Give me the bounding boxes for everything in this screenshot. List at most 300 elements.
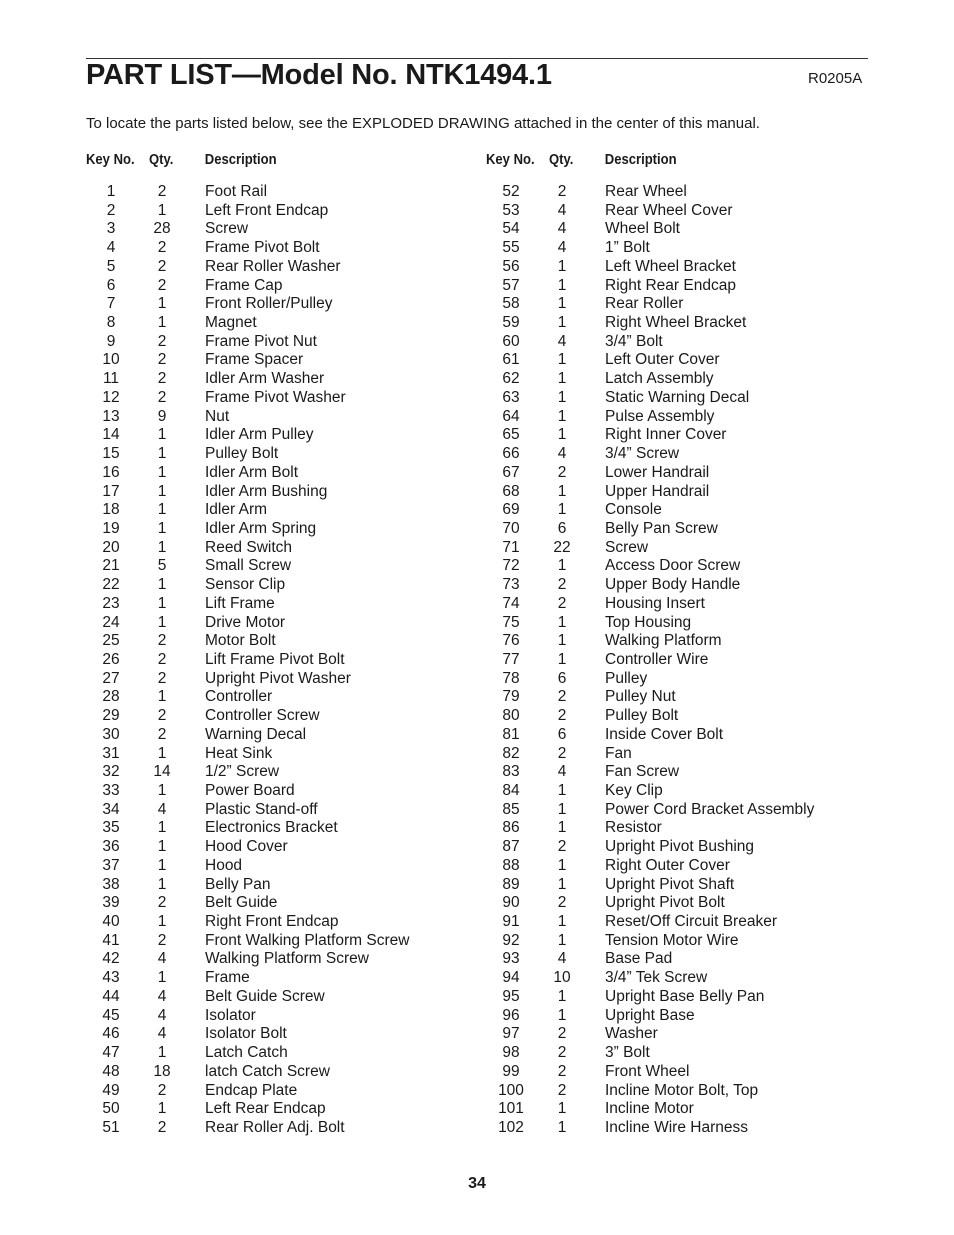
part-description: Lift Frame Pivot Bolt xyxy=(205,650,345,668)
part-quantity: 4 xyxy=(557,763,567,781)
part-quantity: 10 xyxy=(553,969,571,987)
part-description: Magnet xyxy=(205,314,257,332)
part-quantity: 6 xyxy=(557,519,567,537)
part-description: Right Inner Cover xyxy=(605,426,727,444)
part-description: Left Rear Endcap xyxy=(205,1100,326,1118)
part-description: Pulley xyxy=(605,669,648,687)
part-description: Controller Wire xyxy=(605,650,709,668)
part-description: Upright Base Belly Pan xyxy=(605,987,765,1005)
part-key-number: 55 xyxy=(502,239,520,257)
part-key-number: 73 xyxy=(502,576,520,594)
part-key-number: 98 xyxy=(502,1044,520,1062)
part-quantity: 1 xyxy=(557,819,567,837)
part-quantity: 1 xyxy=(157,913,167,931)
part-key-number: 100 xyxy=(498,1081,524,1099)
part-key-number: 70 xyxy=(502,519,520,537)
part-quantity: 6 xyxy=(557,725,567,743)
part-key-number: 77 xyxy=(502,650,520,668)
part-description: Housing Insert xyxy=(605,594,705,612)
description-header: Description xyxy=(604,152,677,168)
part-quantity: 1 xyxy=(157,856,167,874)
part-quantity: 1 xyxy=(557,875,567,893)
part-quantity: 1 xyxy=(157,463,167,481)
part-description: Idler Arm xyxy=(205,501,268,519)
part-quantity: 2 xyxy=(157,931,167,949)
part-description: 1/2” Screw xyxy=(205,763,280,781)
part-description: Idler Arm Bushing xyxy=(205,482,328,500)
part-quantity: 1 xyxy=(557,782,567,799)
part-description: Walking Platform Screw xyxy=(205,950,369,968)
description-header: Description xyxy=(204,152,277,168)
part-description: Front Wheel xyxy=(605,1062,690,1080)
part-quantity: 28 xyxy=(153,220,171,238)
part-key-number: 58 xyxy=(502,295,520,313)
part-key-number: 59 xyxy=(502,314,520,332)
part-description: Key Clip xyxy=(605,782,663,799)
part-key-number: 32 xyxy=(102,763,120,781)
part-key-number: 67 xyxy=(502,463,520,481)
part-description: Hood xyxy=(205,856,243,874)
part-key-number: 29 xyxy=(102,707,120,725)
part-description: Washer xyxy=(605,1025,658,1043)
part-description: latch Catch Screw xyxy=(205,1062,330,1080)
part-quantity: 1 xyxy=(557,613,567,631)
part-key-number: 45 xyxy=(102,1006,120,1024)
part-key-number: 26 xyxy=(102,650,120,668)
part-key-number: 93 xyxy=(502,950,520,968)
part-description: Right Front Endcap xyxy=(205,913,339,931)
part-description: Electronics Bracket xyxy=(205,819,338,837)
part-description: Isolator Bolt xyxy=(205,1025,287,1043)
part-quantity: 2 xyxy=(557,688,567,706)
part-description: Controller xyxy=(205,688,273,706)
part-key-number: 23 xyxy=(102,594,120,612)
part-quantity: 1 xyxy=(557,913,567,931)
part-description: Fan xyxy=(605,744,632,762)
part-quantity: 1 xyxy=(157,969,167,987)
part-quantity: 5 xyxy=(157,557,167,575)
part-description: Right Wheel Bracket xyxy=(605,314,747,332)
part-key-number: 101 xyxy=(498,1100,524,1118)
part-quantity: 2 xyxy=(157,725,167,743)
part-quantity: 4 xyxy=(557,201,567,219)
part-description: Left Wheel Bracket xyxy=(605,257,736,275)
part-key-number: 96 xyxy=(502,1006,520,1024)
part-description: Latch Assembly xyxy=(605,370,714,388)
part-key-number: 46 xyxy=(102,1025,120,1043)
part-quantity: 2 xyxy=(557,576,567,594)
part-description: Lift Frame xyxy=(205,594,275,612)
part-quantity: 4 xyxy=(157,950,167,968)
part-description: Nut xyxy=(205,407,230,425)
part-quantity: 4 xyxy=(557,220,567,238)
part-key-number: 65 xyxy=(502,426,520,444)
part-description: Rear Roller xyxy=(605,295,684,313)
part-description: Belly Pan Screw xyxy=(605,519,718,537)
part-key-number: 90 xyxy=(502,894,520,912)
part-key-number: 10 xyxy=(102,351,120,369)
part-description: Upper Body Handle xyxy=(605,576,741,594)
part-quantity: 1 xyxy=(557,426,567,444)
part-description: Pulse Assembly xyxy=(605,407,715,425)
part-quantity: 1 xyxy=(557,351,567,369)
part-quantity: 1 xyxy=(557,257,567,275)
part-description: Belt Guide Screw xyxy=(205,987,325,1005)
part-quantity: 2 xyxy=(157,351,167,369)
part-key-number: 2 xyxy=(106,201,116,219)
part-key-number: 22 xyxy=(102,576,120,594)
part-key-number: 71 xyxy=(502,538,520,556)
part-key-number: 41 xyxy=(102,931,120,949)
part-description: 3” Bolt xyxy=(605,1044,650,1062)
part-key-number: 35 xyxy=(102,819,120,837)
part-quantity: 2 xyxy=(157,632,167,650)
part-key-number: 4 xyxy=(106,239,116,257)
part-key-number: 3 xyxy=(106,220,116,238)
part-key-number: 95 xyxy=(502,987,520,1005)
part-description: Motor Bolt xyxy=(205,632,276,650)
part-quantity: 1 xyxy=(157,594,167,612)
part-quantity: 2 xyxy=(157,1118,167,1136)
part-quantity: 1 xyxy=(557,407,567,425)
part-key-number: 68 xyxy=(502,482,520,500)
part-key-number: 80 xyxy=(502,707,520,725)
part-key-number: 50 xyxy=(102,1100,120,1118)
part-description: Controller Screw xyxy=(205,707,320,725)
part-key-number: 56 xyxy=(502,257,520,275)
part-key-number: 37 xyxy=(102,856,120,874)
part-quantity: 1 xyxy=(157,819,167,837)
part-quantity: 1 xyxy=(557,388,567,406)
part-quantity: 2 xyxy=(157,276,167,294)
part-key-number: 44 xyxy=(102,987,120,1005)
part-quantity: 2 xyxy=(157,257,167,275)
part-quantity: 1 xyxy=(157,838,167,856)
part-quantity: 2 xyxy=(157,669,167,687)
part-quantity: 22 xyxy=(553,538,571,556)
part-quantity: 2 xyxy=(557,1062,567,1080)
part-description: Endcap Plate xyxy=(205,1081,298,1099)
part-key-number: 91 xyxy=(502,913,520,931)
part-description: Left Outer Cover xyxy=(605,351,720,369)
part-quantity: 1 xyxy=(557,314,567,332)
part-description: Upright Base xyxy=(605,1006,695,1024)
part-description: Foot Rail xyxy=(205,183,268,200)
part-quantity: 1 xyxy=(557,931,567,949)
part-description: Walking Platform xyxy=(605,632,722,650)
part-quantity: 4 xyxy=(157,1006,167,1024)
part-quantity: 4 xyxy=(557,950,567,968)
part-key-number: 61 xyxy=(502,351,520,369)
part-description: Static Warning Decal xyxy=(605,388,750,406)
part-description: Pulley Bolt xyxy=(605,707,679,725)
part-key-number: 75 xyxy=(502,613,520,631)
part-description: Console xyxy=(605,501,662,519)
part-quantity: 1 xyxy=(557,987,567,1005)
qty-header: Qty. xyxy=(549,152,574,168)
part-key-number: 7 xyxy=(106,295,116,313)
part-quantity: 2 xyxy=(157,650,167,668)
part-key-number: 94 xyxy=(502,969,520,987)
part-key-number: 39 xyxy=(102,894,120,912)
part-key-number: 42 xyxy=(102,950,120,968)
part-quantity: 1 xyxy=(157,314,167,332)
part-description: Warning Decal xyxy=(205,725,307,743)
part-quantity: 1 xyxy=(557,1118,567,1136)
part-description: Upright Pivot Bolt xyxy=(605,894,725,912)
part-key-number: 48 xyxy=(102,1062,120,1080)
part-key-number: 18 xyxy=(102,501,120,519)
part-quantity: 4 xyxy=(557,332,567,350)
part-key-number: 97 xyxy=(502,1025,520,1043)
part-key-number: 89 xyxy=(502,875,520,893)
part-quantity: 2 xyxy=(557,183,567,200)
part-quantity: 2 xyxy=(557,838,567,856)
part-key-number: 43 xyxy=(102,969,120,987)
part-description: 3/4” Bolt xyxy=(605,332,663,350)
part-description: Resistor xyxy=(605,819,662,837)
part-description: Pulley Bolt xyxy=(205,445,279,463)
part-description: Latch Catch xyxy=(205,1044,288,1062)
part-quantity: 2 xyxy=(557,1044,567,1062)
part-quantity: 1 xyxy=(157,445,167,463)
part-key-number: 15 xyxy=(102,445,120,463)
part-description: Lower Handrail xyxy=(605,463,710,481)
part-description: Pulley Nut xyxy=(605,688,676,706)
part-description: Upright Pivot Bushing xyxy=(605,838,755,856)
part-key-number: 13 xyxy=(102,407,120,425)
part-quantity: 1 xyxy=(157,1044,167,1062)
part-key-number: 74 xyxy=(502,594,520,612)
part-key-number: 21 xyxy=(102,557,120,575)
document-code: R0205A xyxy=(808,70,863,87)
part-key-number: 6 xyxy=(106,276,116,294)
part-key-number: 60 xyxy=(502,332,520,350)
part-key-number: 54 xyxy=(502,220,520,238)
part-quantity: 2 xyxy=(157,894,167,912)
part-quantity: 4 xyxy=(557,239,567,257)
part-description: Frame Pivot Washer xyxy=(205,388,346,406)
part-key-number: 76 xyxy=(502,632,520,650)
part-quantity: 2 xyxy=(557,1025,567,1043)
part-quantity: 1 xyxy=(157,295,167,313)
part-quantity: 1 xyxy=(557,856,567,874)
part-quantity: 1 xyxy=(557,557,567,575)
part-key-number: 14 xyxy=(102,426,120,444)
part-description: Reset/Off Circuit Breaker xyxy=(605,913,777,931)
part-quantity: 1 xyxy=(157,576,167,594)
part-quantity: 1 xyxy=(157,501,167,519)
part-description: Screw xyxy=(605,538,649,556)
part-quantity: 2 xyxy=(157,707,167,725)
part-description: Upper Handrail xyxy=(605,482,710,500)
page-title: PART LIST—Model No. NTK1494.1 xyxy=(86,59,552,91)
part-quantity: 2 xyxy=(557,744,567,762)
part-quantity: 1 xyxy=(557,482,567,500)
part-description: 3/4” Tek Screw xyxy=(605,969,708,987)
intro-text: To locate the parts listed below, see the EXPLODED DRAWING attached in the center of this manual. xyxy=(86,115,760,132)
part-quantity: 1 xyxy=(157,426,167,444)
part-key-number: 28 xyxy=(102,688,120,706)
part-key-number: 49 xyxy=(102,1081,120,1099)
part-key-number: 92 xyxy=(502,931,520,949)
part-quantity: 1 xyxy=(557,295,567,313)
part-quantity: 2 xyxy=(157,239,167,257)
part-description: Left Front Endcap xyxy=(205,201,329,219)
part-key-number: 25 xyxy=(102,632,120,650)
part-key-number: 27 xyxy=(102,669,120,687)
part-quantity: 2 xyxy=(557,707,567,725)
part-description: Access Door Screw xyxy=(605,557,741,575)
part-key-number: 51 xyxy=(102,1118,120,1136)
part-description: Heat Sink xyxy=(205,744,273,762)
part-quantity: 14 xyxy=(153,763,171,781)
part-key-number: 16 xyxy=(102,463,120,481)
part-key-number: 33 xyxy=(102,782,120,799)
part-key-number: 9 xyxy=(106,332,116,350)
qty-header: Qty. xyxy=(149,152,174,168)
part-description: Frame Pivot Nut xyxy=(205,332,317,350)
part-key-number: 12 xyxy=(102,388,120,406)
part-key-number: 20 xyxy=(102,538,120,556)
part-quantity: 4 xyxy=(157,800,167,818)
part-description: Wheel Bolt xyxy=(605,220,680,238)
part-key-number: 63 xyxy=(502,388,520,406)
part-description: Frame xyxy=(205,969,250,987)
part-key-number: 62 xyxy=(502,370,520,388)
part-description: Front Walking Platform Screw xyxy=(205,931,410,949)
part-description: Idler Arm Pulley xyxy=(205,426,314,444)
part-key-number: 47 xyxy=(102,1044,120,1062)
part-description: Idler Arm Bolt xyxy=(205,463,299,481)
part-description: Rear Wheel Cover xyxy=(605,201,733,219)
part-key-number: 19 xyxy=(102,519,120,537)
part-description: Fan Screw xyxy=(605,763,680,781)
part-description: Hood Cover xyxy=(205,838,288,856)
part-description: Rear Roller Adj. Bolt xyxy=(205,1118,345,1136)
part-key-number: 83 xyxy=(502,763,520,781)
part-key-number: 79 xyxy=(502,688,520,706)
part-quantity: 1 xyxy=(557,800,567,818)
part-description: Right Outer Cover xyxy=(605,856,730,874)
part-quantity: 1 xyxy=(157,482,167,500)
part-key-number: 99 xyxy=(502,1062,520,1080)
part-quantity: 2 xyxy=(157,1081,167,1099)
part-quantity: 1 xyxy=(157,744,167,762)
part-quantity: 9 xyxy=(157,407,167,425)
part-key-number: 53 xyxy=(502,201,520,219)
part-key-number: 86 xyxy=(502,819,520,837)
part-description: Screw xyxy=(205,220,249,238)
part-description: Front Roller/Pulley xyxy=(205,295,333,313)
part-description: Rear Roller Washer xyxy=(205,257,341,275)
part-key-number: 72 xyxy=(502,557,520,575)
part-key-number: 88 xyxy=(502,856,520,874)
part-key-number: 36 xyxy=(102,838,120,856)
page-number: 34 xyxy=(468,1175,486,1192)
part-key-number: 24 xyxy=(102,613,120,631)
part-key-number: 1 xyxy=(106,183,116,200)
part-description: Upright Pivot Shaft xyxy=(605,875,735,893)
part-description: Tension Motor Wire xyxy=(605,931,739,949)
part-description: Right Rear Endcap xyxy=(605,276,736,294)
key-no-header: Key No. xyxy=(86,152,135,168)
part-key-number: 81 xyxy=(502,725,520,743)
part-key-number: 30 xyxy=(102,725,120,743)
part-description: Incline Wire Harness xyxy=(605,1118,748,1136)
part-key-number: 85 xyxy=(502,800,520,818)
part-quantity: 2 xyxy=(557,1081,567,1099)
part-key-number: 69 xyxy=(502,501,520,519)
part-description: Power Board xyxy=(205,782,295,799)
part-key-number: 102 xyxy=(498,1118,524,1136)
part-key-number: 84 xyxy=(502,782,520,799)
part-quantity: 1 xyxy=(157,782,167,799)
part-key-number: 66 xyxy=(502,445,520,463)
part-key-number: 52 xyxy=(502,183,520,200)
part-description: Drive Motor xyxy=(205,613,286,631)
part-quantity: 1 xyxy=(157,613,167,631)
part-quantity: 6 xyxy=(557,669,567,687)
part-description: Sensor Clip xyxy=(205,576,286,594)
part-description: Incline Motor xyxy=(605,1100,694,1118)
part-key-number: 82 xyxy=(502,744,520,762)
part-description: Frame Pivot Bolt xyxy=(205,239,320,257)
part-key-number: 78 xyxy=(502,669,520,687)
part-quantity: 1 xyxy=(557,632,567,650)
part-quantity: 2 xyxy=(557,463,567,481)
part-quantity: 18 xyxy=(153,1062,171,1080)
part-quantity: 1 xyxy=(557,501,567,519)
part-description: Small Screw xyxy=(205,557,292,575)
part-description: Inside Cover Bolt xyxy=(605,725,724,743)
part-description: Base Pad xyxy=(605,950,673,968)
part-quantity: 2 xyxy=(557,894,567,912)
part-description: Frame Cap xyxy=(205,276,283,294)
part-quantity: 1 xyxy=(557,1100,567,1118)
part-key-number: 64 xyxy=(502,407,520,425)
part-key-number: 38 xyxy=(102,875,120,893)
part-description: Belt Guide xyxy=(205,894,278,912)
part-quantity: 1 xyxy=(557,370,567,388)
part-quantity: 1 xyxy=(157,875,167,893)
part-key-number: 17 xyxy=(102,482,120,500)
part-description: Upright Pivot Washer xyxy=(205,669,351,687)
part-description: Isolator xyxy=(205,1006,256,1024)
part-quantity: 1 xyxy=(157,519,167,537)
part-key-number: 57 xyxy=(502,276,520,294)
part-key-number: 11 xyxy=(102,370,120,388)
part-quantity: 1 xyxy=(157,201,167,219)
part-description: 3/4” Screw xyxy=(605,445,680,463)
part-key-number: 34 xyxy=(102,800,120,818)
part-quantity: 2 xyxy=(557,594,567,612)
part-description: Idler Arm Washer xyxy=(205,370,325,388)
part-key-number: 8 xyxy=(106,314,116,332)
part-quantity: 2 xyxy=(157,370,167,388)
part-quantity: 4 xyxy=(157,1025,167,1043)
part-quantity: 1 xyxy=(557,276,567,294)
part-description: Frame Spacer xyxy=(205,351,304,369)
part-description: Plastic Stand-off xyxy=(205,800,318,818)
part-key-number: 31 xyxy=(102,744,120,762)
part-quantity: 4 xyxy=(157,987,167,1005)
part-description: Top Housing xyxy=(605,613,692,631)
part-quantity: 1 xyxy=(557,650,567,668)
part-quantity: 2 xyxy=(157,183,167,200)
part-quantity: 1 xyxy=(157,1100,167,1118)
part-description: Power Cord Bracket Assembly xyxy=(605,800,815,818)
